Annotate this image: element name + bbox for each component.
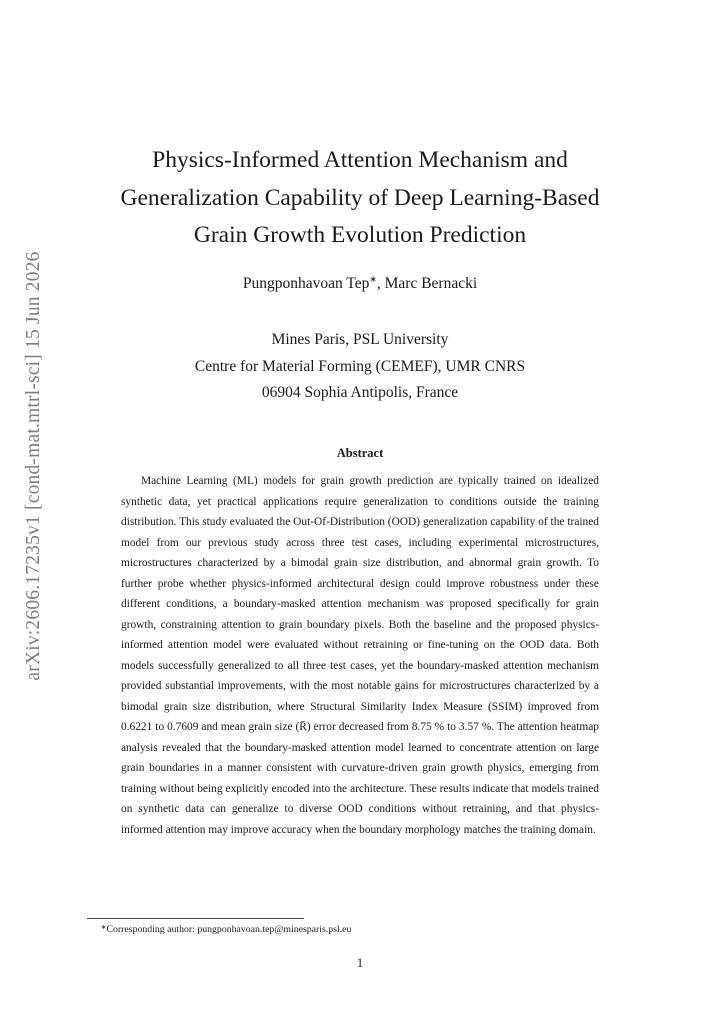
corresponding-mark: ∗ <box>369 274 377 284</box>
footnote-rule <box>87 918 304 919</box>
affiliation-line: Mines Paris, PSL University <box>271 331 449 348</box>
affiliation-line: 06904 Sophia Antipolis, France <box>261 384 459 401</box>
author-rest: , Marc Bernacki <box>376 275 478 292</box>
title-line: Physics-Informed Attention Mechanism and <box>152 147 568 173</box>
page-number: 1 <box>356 956 364 970</box>
affiliation-line: Centre for Material Forming (CEMEF), UMR CNRS <box>194 357 526 375</box>
author-first: Pungponhavoan Tep <box>242 275 370 292</box>
paper-title <box>90 142 630 255</box>
footnote-text: Corresponding author: pungponhavoan.tep@minesparis.psl.eu <box>106 924 352 935</box>
arxiv-identifier <box>20 240 48 692</box>
arxiv-identifier-text: arXiv:2606.17235v1 [cond-mat.mtrl-sci] 15 Jun 2026 <box>23 251 44 681</box>
footnote-mark: ∗ <box>101 924 107 931</box>
affiliation <box>90 327 630 407</box>
abstract-body: Machine Learning (ML) models for grain growth prediction are typically trained on idealized synthetic data, yet practical applications require generalization to conditions outside the training distribution. This study evaluated the Out-Of-Distribution (OOD) generalization capability of the trained model from our previous study across three test cases, including experimental microstructures, microstructures characterized by a bimodal grain size distribution, and abnormal grain growth. To further probe whether physics-informed architectural design could improve robustness under these different conditions, a boundary-masked attention mechanism was proposed specifically for grain growth, constraining attention to grain boundary pixels. Both the baseline and the proposed physics-informed attention model were evaluated without retraining or fine-tuning on the OOD data. Both models successfully generalized to all three test cases, yet the boundary-masked attention mechanism provided substantial improvements, with the most notable gains for microstructures characterized by a bimodal grain size distribution, where Structural Similarity Index Measure (SSIM) improved from 0.6221 to 0.7609 and mean grain size (R̄) error decreased from 8.75 % to 3.57 %. The attention heatmap analysis revealed that the boundary-masked attention model learned to concentrate attention on large grain boundaries in a manner consistent with curvature-driven grain growth physics, emerging from training without being explicitly encoded into the architecture. These results indicate that models trained on synthetic data can generalize to diverse OOD conditions without retraining, and that physics-informed attention may improve accuracy when the boundary morphology matches the training domain. <box>121 475 599 836</box>
title-line: Grain Growth Evolution Prediction <box>193 222 527 248</box>
footnote <box>101 921 601 937</box>
author-list <box>90 274 630 293</box>
title-line: Generalization Capability of Deep Learning-Based <box>120 184 600 211</box>
abstract-heading: Abstract <box>336 446 384 460</box>
